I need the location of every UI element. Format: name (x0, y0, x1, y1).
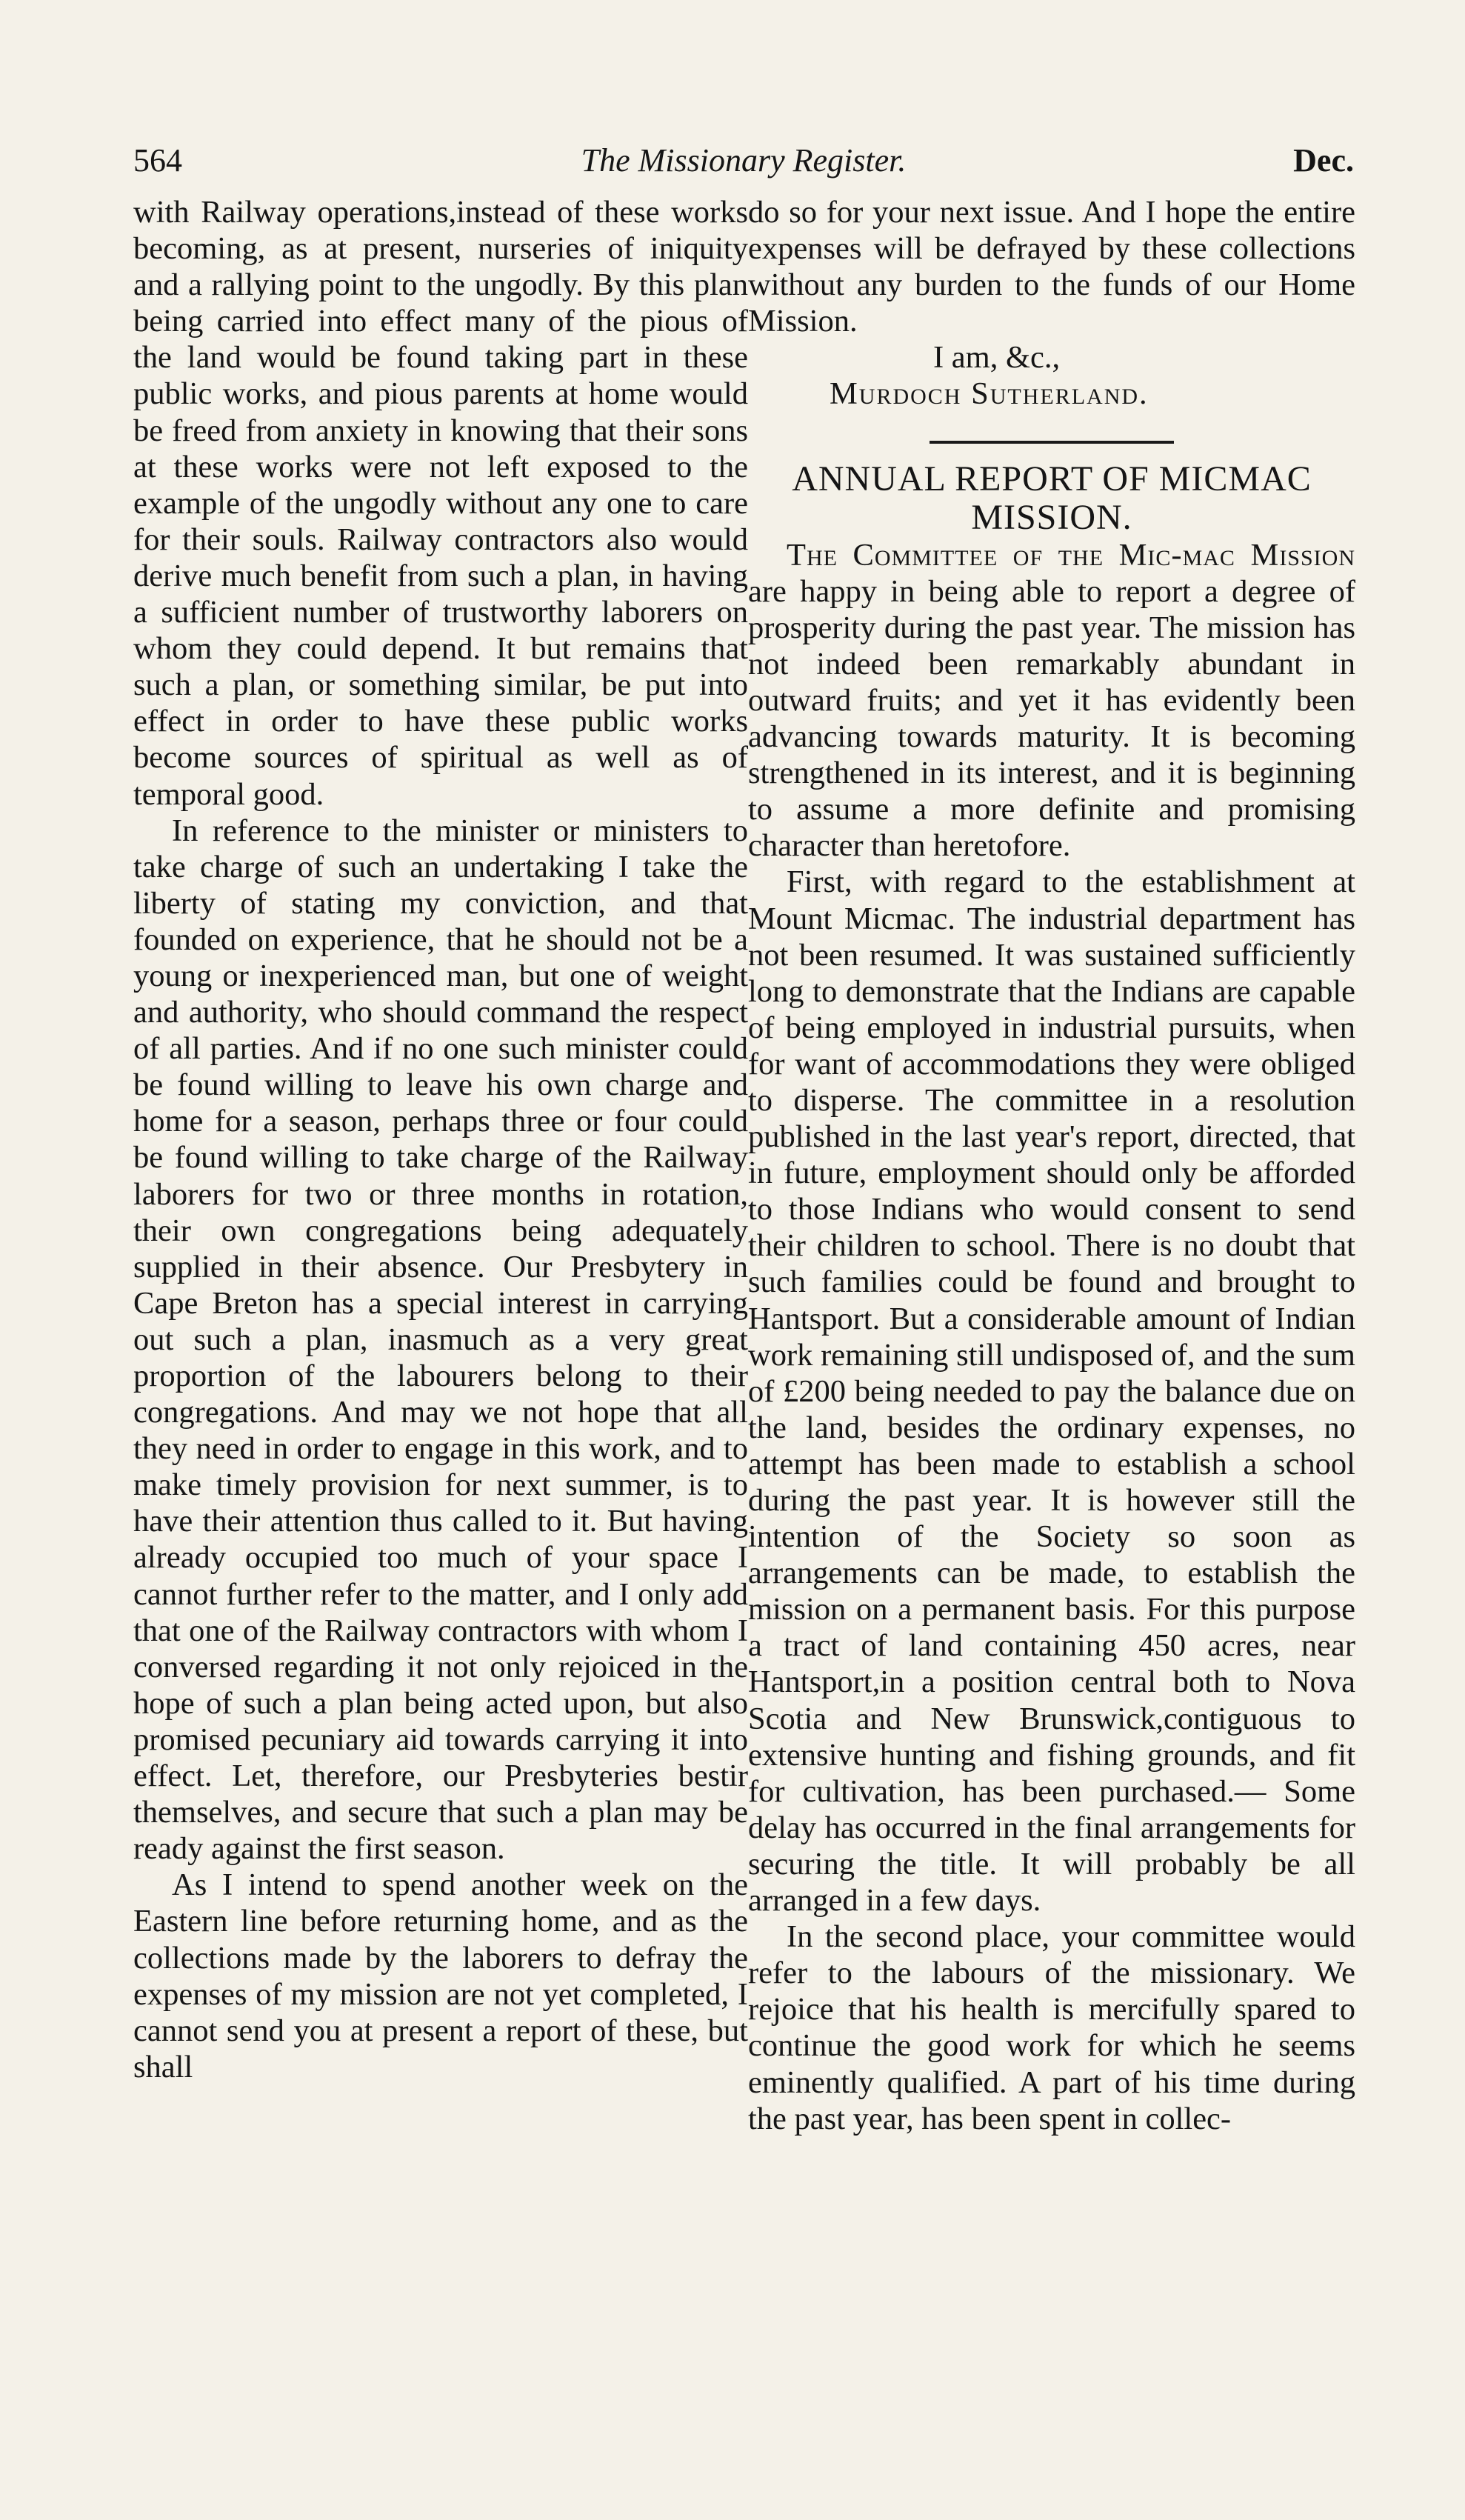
left-column (133, 194, 748, 2085)
paragraph-eastern-line: As I intend to spend another week on the Eastern line before returning home, and as the collections made by the laborers to defray the expenses of my mission are not yet completed, I cannot send you at present a report of these, but shall (133, 1867, 748, 2084)
paragraph-committee-report (748, 537, 1355, 864)
letter-salutation: I am, &c., (933, 340, 1061, 376)
paragraph-mount-micmac: First, with regard to the establishment at Mount Micmac. The industrial department has not been resumed. It was sustained sufficiently long to demonstrate that the Indians are capable of being employed in industrial pursuits, when for want of accommodations they were obliged to disperse. The committee in a resolution published in the last year's report, directed, that in future, employment should only be afforded to those Indians who would consent to send their children to school. There is no doubt that such families could be found and brought to Hantsport. But a considerable amount of Indian work remaining still undisposed of, and the sum of £200 being needed to pay the balance due on the land, besides the ordinary expenses, no attempt has been made to establish a school during the past year. It is however still the intention of the Society so soon as arrangements can be made, to establish the mission on a permanent basis. For this purpose a tract of land containing 450 acres, near Hantsport,in a position central both to Nova Scotia and New Brunswick,contiguous to extensive hunting and fishing grounds, and fit for cultivation, has been purchased.— Some delay has occurred in the final arrangements for securing the title. It will probably be all arranged in a few days. (748, 864, 1355, 1919)
paragraph-railway-operations: with Railway operations,instead of these works becoming, as at present, nurseries of iniquity and a rallying point to the ungodly. By this plan being carried into effect many of the pious of the land would be found taking part in these public works, and pious parents at home would be freed from anxiety in knowing that their sons at these works were not left exposed to the example of the ungodly without any one to care for their souls. Railway contractors also would derive much benefit from such a plan, in having a sufficient number of trustworthy laborers on whom they could depend. It but remains that such a plan, or something similar, be put into effect in order to have these public works become sources of spiritual as well as of temporal good. (133, 195, 748, 812)
running-header (133, 135, 1354, 187)
paragraph-ministers: In reference to the minister or ministers to take charge of such an undertaking I take the liberty of stating my conviction, and that founded on experience, that he should not be a young or inexperienced man, but one of weight and authority, who should command the respect of all parties. And if no one such minister could be found willing to leave his own charge and home for a season, perhaps three or four could be found willing to take charge of the Railway laborers for two or three months in rotation, their own congregations being adequately supplied in their absence. Our Presbytery in Cape Breton has a special interest in carrying out such a plan, inasmuch as a very great proportion of the labourers belong to their congregations. And may we not hope that all they need in order to engage in this work, and to make timely provision for next summer, is to have their attention thus called to it. But having already occupied too much of your space I cannot further refer to the matter, and I only add that one of the Railway contractors with whom I conversed regarding it not only rejoiced in the hope of such a plan being acted upon, but also promised pecuniary aid towards carrying it into effect. Let, therefore, our Presbyteries bestir themselves, and secure that such a plan may be ready against the first season. (133, 813, 748, 1867)
paragraph-letter-ending: do so for your next issue. And I hope the entire expenses will be defrayed by these collections without any burden to the funds of our Home Mission. (748, 195, 1355, 339)
journal-title: The Missionary Register. (581, 142, 907, 179)
issue-month: Dec. (1293, 142, 1354, 179)
letter-signature: Murdoch Sutherland. (830, 376, 1149, 412)
paragraph-missionary-labours: In the second place, your committee would refer to the labours of the missionary. We rejoice that his health is mercifully spared to continue the good work for which he seems eminently qualified. A part of his time during the past year, has been spent in collec- (748, 1919, 1355, 2136)
committee-report-text: are happy in being able to report a degree of prosperity during the past year. The mission has not indeed been remarkably abundant in outward fruits; and yet it has evidently been advancing towards maturity. It is becoming strengthened in its interest, and it is beginning to assume a more definite and promising character than heretofore. (748, 573, 1355, 864)
section-divider (930, 441, 1174, 444)
committee-lead-in: The Committee of the Mic-mac Mission (787, 537, 1355, 573)
letter-closing (748, 339, 1355, 412)
section-title: ANNUAL REPORT OF MICMAC MISSION. (792, 459, 1312, 537)
right-column (748, 194, 1355, 2137)
page-number: 564 (133, 142, 182, 179)
